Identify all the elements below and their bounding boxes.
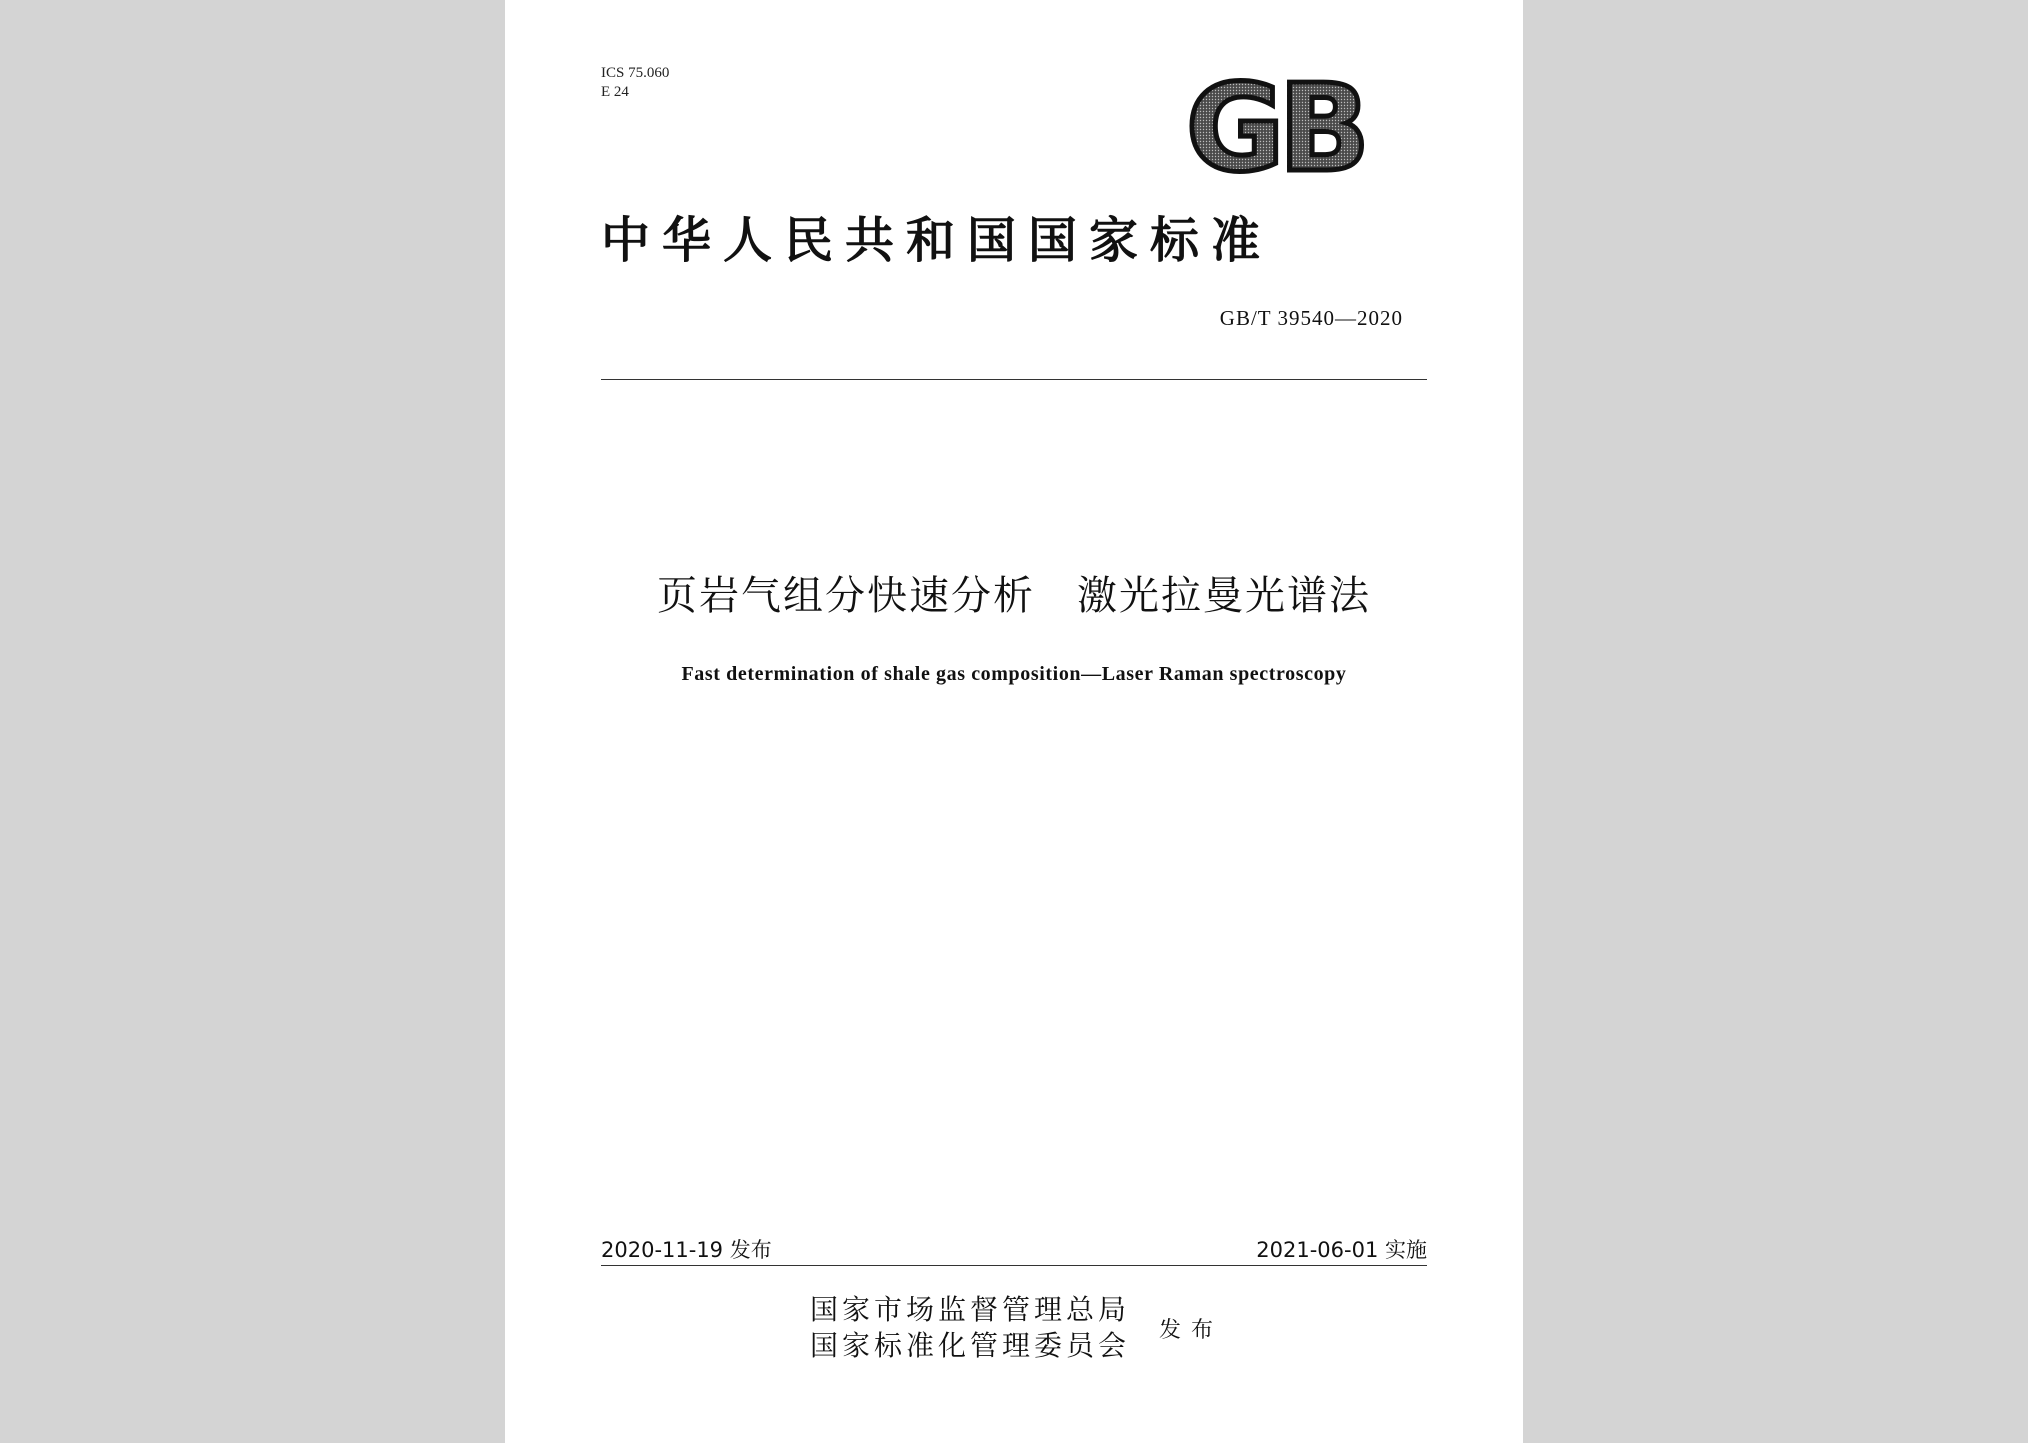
gb-logo (1169, 74, 1381, 184)
issue-date: 2020-11-19 发布 (601, 1238, 772, 1262)
bottom-divider (601, 1265, 1427, 1266)
standard-title-english: Fast determination of shale gas composition—Laser Raman spectroscopy (681, 663, 1347, 685)
implementation-date: 2021-06-01 实施 (1256, 1238, 1427, 1262)
publish-label: 发布 (1159, 1318, 1224, 1343)
national-standard-title: 中华人民共和国国家标准 (601, 211, 1273, 269)
standard-title-chinese: 页岩气组分快速分析 激光拉曼光谱法 (657, 573, 1371, 619)
gb-logo-text: GB (1186, 74, 1364, 184)
ccs-code: E 24 (601, 84, 629, 100)
standard-number: GB/T 39540—2020 (1219, 306, 1403, 330)
classification-codes (601, 64, 669, 102)
document-page (505, 0, 1523, 1443)
ics-code: ICS 75.060 (601, 65, 670, 81)
top-divider (601, 379, 1427, 380)
issuing-authorities (810, 1292, 1130, 1364)
issuer-samr: 国家市场监督管理总局 (810, 1293, 1131, 1326)
issuer-sac: 国家标准化管理委员会 (810, 1329, 1131, 1362)
